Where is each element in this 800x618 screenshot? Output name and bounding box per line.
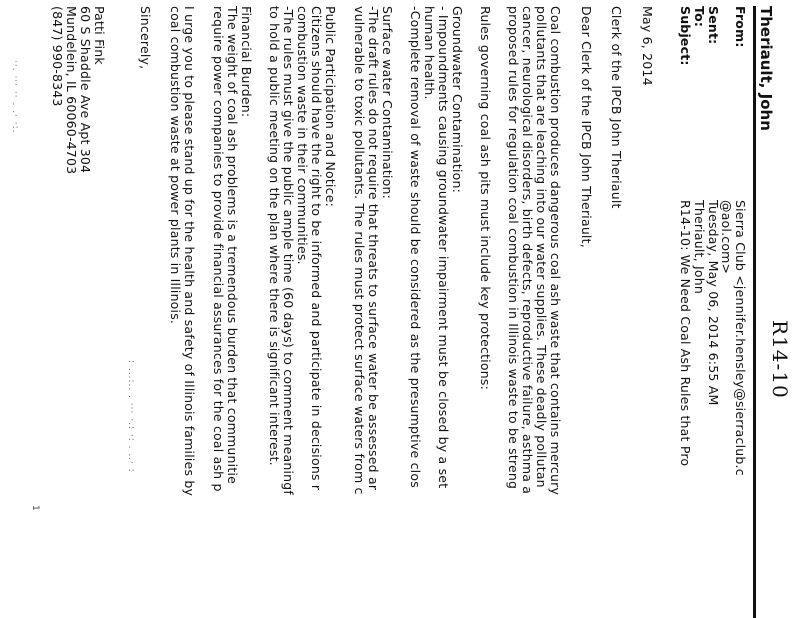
closing-line: coal combustion waste at power plants in Illinois. xyxy=(168,6,183,325)
sent-label: Sent: xyxy=(706,6,721,45)
surface-line: vulnerable to toxic pollutants. The rules must protect surface waters from c xyxy=(352,6,367,495)
signature-address: 60 S Shaddle Ave Apt 304 xyxy=(78,6,93,174)
financial-line: require power companies to provide financial assurances for the coal ash p xyxy=(211,6,226,492)
from-label: From: xyxy=(733,6,748,48)
groundwater-line: - Impoundments causing groundwater impairment must be closed by a set xyxy=(436,6,451,489)
heading-rule xyxy=(753,6,756,618)
signature-name: Patti Fink xyxy=(92,6,107,65)
closing-line: I urge you to please stand up for the health and safety of Illinois families by xyxy=(182,6,197,497)
groundwater-heading: Groundwater Contamination: xyxy=(450,6,465,194)
page-mark: 1 xyxy=(30,505,40,511)
to-value: Theriault, John xyxy=(692,200,707,294)
participation-line: to hold a public meeting on the plan where there is significant interest. xyxy=(267,6,282,466)
docket-stamp: R14-10 xyxy=(768,320,792,399)
scan-noise: : ...:.. . ··· ·.: ·: . ..· : xyxy=(126,360,136,473)
financial-heading: Financial Burden: xyxy=(239,6,254,118)
groundwater-line: human health. xyxy=(422,6,437,100)
letter-date: May 6, 2014 xyxy=(640,6,655,86)
from-value: Sierra Club <jennifer.hensley@sierraclub.c xyxy=(733,200,748,476)
signature-city: Mundelein, IL 60060-4703 xyxy=(64,6,79,175)
signature-phone: (847) 990-8343 xyxy=(50,6,65,107)
subject-label: Subject: xyxy=(678,6,693,66)
surface-line: -The draft rules do not require that threats to surface water be assessed ar xyxy=(366,6,381,491)
participation-heading: Public Participation and Notice: xyxy=(323,6,338,208)
participation-line: Citizens should have the right to be informed and participate in decisions r xyxy=(309,6,324,491)
subject-value: R14-10: We Need Coal Ash Rules that Pro xyxy=(678,200,693,467)
scan-noise: ··. ··· ·· . .· ·:. xyxy=(10,60,20,134)
intro-line: proposed rules for regulation coal combustion in Illinois waste to be streng xyxy=(506,6,521,490)
from-value-continued: @aol.com> xyxy=(719,200,734,275)
letter-salutation: Dear Clerk of the IPCB John Theriault, xyxy=(579,6,594,248)
groundwater-line: -Complete removal of waste should be considered as the presumptive clos xyxy=(408,6,423,488)
intro-line: pollutants that are leaching into our water supplies. These deadly pollutan xyxy=(534,6,549,488)
intro-line: Coal combustion produces dangerous coal ash waste that contains mercury xyxy=(548,6,563,496)
recipient-name-heading: Theriault, John xyxy=(757,6,775,131)
participation-line: -The rules must give the public ample time (60 days) to comment meaningf xyxy=(281,6,296,496)
letter-recipient: Clerk of the IPCB John Theriault xyxy=(609,6,624,209)
intro-line: cancer, neurological disorders, birth defects, reproductive failure, asthma a xyxy=(520,6,535,495)
participation-line: combustion waste in their communities. xyxy=(295,6,310,265)
surface-heading: Surface water Contamination: xyxy=(380,6,395,200)
sent-value: Tuesday, May 06, 2014 6:55 AM xyxy=(706,200,721,406)
signoff: Sincerely, xyxy=(138,6,153,70)
financial-line: The weight of coal ash problems is a tremendous burden that communitie xyxy=(225,6,240,485)
to-label: To: xyxy=(692,6,707,28)
rules-line: Rules governing coal ash pits must include key protections: xyxy=(478,6,493,390)
